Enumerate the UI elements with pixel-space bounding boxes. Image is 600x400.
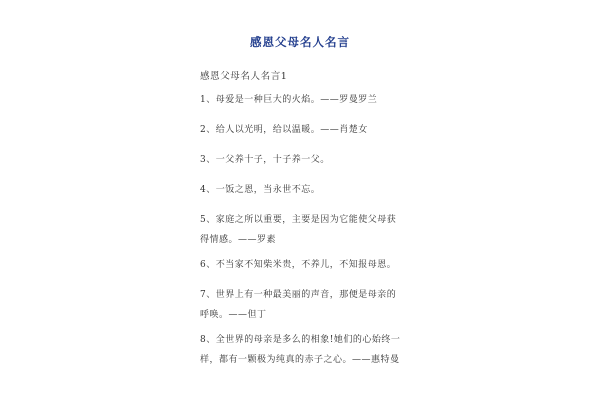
document-title: 感恩父母名人名言 — [250, 35, 350, 49]
quote-item-1: 1、母爱是一种巨大的火焰。——罗曼罗兰 — [200, 95, 378, 105]
quote-item-4: 4、一饭之恩，当永世不忘。 — [200, 185, 321, 195]
section-subtitle: 感恩父母名人名言1 — [200, 71, 288, 82]
quote-item-2: 2、给人以光明，给以温暖。——肖楚女 — [200, 125, 368, 135]
quote-item-5: 5、家庭之所以重要，主要是因为它能使父母获得情感。——罗素 — [200, 215, 397, 245]
quote-item-7: 7、世界上有一种最美丽的声音，那便是母亲的呼唤。——但丁 — [200, 290, 397, 320]
quote-item-8: 8、全世界的母亲是多么的相象!她们的心始终一样，都有一颗极为纯真的赤子之心。——惠特曼 — [200, 335, 401, 365]
quote-item-6: 6、不当家不知柴米贵，不养儿，不知报母恩。 — [200, 260, 397, 270]
quote-item-3: 3、一父养十子，十子养一父。 — [200, 155, 330, 165]
